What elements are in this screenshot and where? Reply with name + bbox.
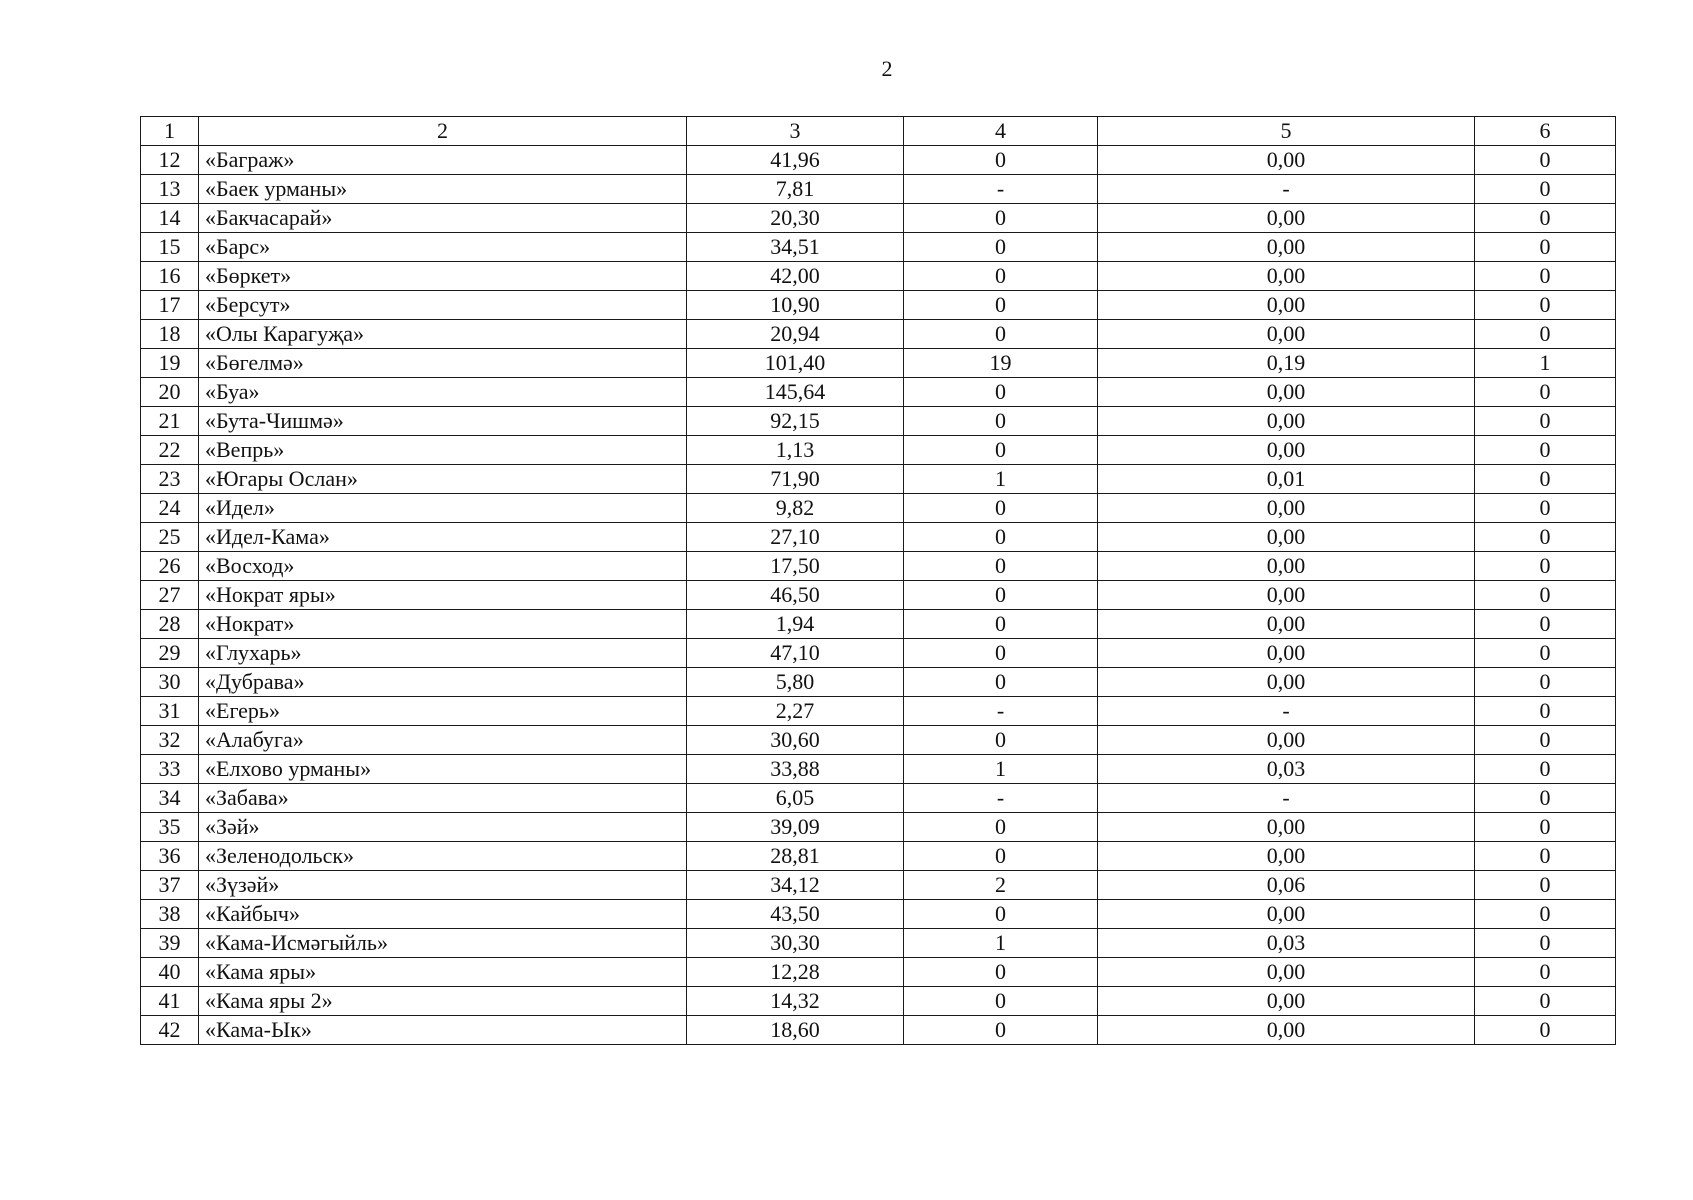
category-value: 0 xyxy=(1475,697,1616,726)
reserve-name: «Бөркет» xyxy=(199,262,687,291)
area-value: 27,10 xyxy=(687,523,904,552)
row-number: 12 xyxy=(141,146,199,175)
density-value: 0,00 xyxy=(1098,987,1475,1016)
table-row xyxy=(141,929,1616,958)
reserve-name: «Олы Карагуҗа» xyxy=(199,320,687,349)
column-header: 2 xyxy=(199,117,687,146)
reserve-name: «Барс» xyxy=(199,233,687,262)
area-value: 9,82 xyxy=(687,494,904,523)
category-value: 0 xyxy=(1475,639,1616,668)
row-number: 16 xyxy=(141,262,199,291)
reserve-name: «Кама-Исмәгыйль» xyxy=(199,929,687,958)
reserve-name: «Бута-Чишмә» xyxy=(199,407,687,436)
count-value: - xyxy=(904,697,1098,726)
category-value: 0 xyxy=(1475,668,1616,697)
count-value: 19 xyxy=(904,349,1098,378)
density-value: 0,00 xyxy=(1098,320,1475,349)
count-value: 0 xyxy=(904,436,1098,465)
area-value: 34,12 xyxy=(687,871,904,900)
column-header: 6 xyxy=(1475,117,1616,146)
table-row xyxy=(141,291,1616,320)
count-value: 0 xyxy=(904,639,1098,668)
count-value: 0 xyxy=(904,494,1098,523)
density-value: 0,19 xyxy=(1098,349,1475,378)
table-row xyxy=(141,349,1616,378)
row-number: 15 xyxy=(141,233,199,262)
density-value: - xyxy=(1098,784,1475,813)
table-row xyxy=(141,407,1616,436)
reserve-name: «Бакчасарай» xyxy=(199,204,687,233)
density-value: 0,00 xyxy=(1098,523,1475,552)
row-number: 27 xyxy=(141,581,199,610)
density-value: 0,00 xyxy=(1098,610,1475,639)
reserve-name: «Забава» xyxy=(199,784,687,813)
row-number: 36 xyxy=(141,842,199,871)
category-value: 0 xyxy=(1475,204,1616,233)
category-value: 0 xyxy=(1475,1016,1616,1045)
row-number: 29 xyxy=(141,639,199,668)
reserve-name: «Кама яры» xyxy=(199,958,687,987)
table-row xyxy=(141,639,1616,668)
area-value: 17,50 xyxy=(687,552,904,581)
data-table xyxy=(140,116,1616,1045)
area-value: 20,30 xyxy=(687,204,904,233)
reserve-name: «Вепрь» xyxy=(199,436,687,465)
table-row xyxy=(141,204,1616,233)
row-number: 13 xyxy=(141,175,199,204)
density-value: 0,00 xyxy=(1098,1016,1475,1045)
table-row xyxy=(141,175,1616,204)
row-number: 18 xyxy=(141,320,199,349)
density-value: 0,00 xyxy=(1098,639,1475,668)
density-value: 0,00 xyxy=(1098,900,1475,929)
row-number: 28 xyxy=(141,610,199,639)
category-value: 0 xyxy=(1475,146,1616,175)
category-value: 0 xyxy=(1475,987,1616,1016)
count-value: 0 xyxy=(904,233,1098,262)
table-row xyxy=(141,697,1616,726)
row-number: 38 xyxy=(141,900,199,929)
table-row xyxy=(141,320,1616,349)
area-value: 12,28 xyxy=(687,958,904,987)
reserve-name: «Кама яры 2» xyxy=(199,987,687,1016)
table-row xyxy=(141,552,1616,581)
reserve-name: «Нократ» xyxy=(199,610,687,639)
density-value: 0,00 xyxy=(1098,204,1475,233)
row-number: 41 xyxy=(141,987,199,1016)
density-value: 0,00 xyxy=(1098,291,1475,320)
density-value: 0,00 xyxy=(1098,407,1475,436)
count-value: - xyxy=(904,175,1098,204)
row-number: 20 xyxy=(141,378,199,407)
density-value: - xyxy=(1098,697,1475,726)
count-value: 0 xyxy=(904,813,1098,842)
count-value: 0 xyxy=(904,262,1098,291)
area-value: 71,90 xyxy=(687,465,904,494)
reserve-name: «Югары Ослан» xyxy=(199,465,687,494)
count-value: 0 xyxy=(904,900,1098,929)
table-row xyxy=(141,900,1616,929)
area-value: 5,80 xyxy=(687,668,904,697)
reserve-name: «Елхово урманы» xyxy=(199,755,687,784)
category-value: 0 xyxy=(1475,784,1616,813)
area-value: 18,60 xyxy=(687,1016,904,1045)
reserve-name: «Дубрава» xyxy=(199,668,687,697)
row-number: 35 xyxy=(141,813,199,842)
row-number: 42 xyxy=(141,1016,199,1045)
column-header: 4 xyxy=(904,117,1098,146)
density-value: 0,00 xyxy=(1098,146,1475,175)
count-value: - xyxy=(904,784,1098,813)
area-value: 30,60 xyxy=(687,726,904,755)
area-value: 2,27 xyxy=(687,697,904,726)
count-value: 0 xyxy=(904,610,1098,639)
row-number: 26 xyxy=(141,552,199,581)
row-number: 39 xyxy=(141,929,199,958)
category-value: 0 xyxy=(1475,958,1616,987)
table-row xyxy=(141,784,1616,813)
area-value: 41,96 xyxy=(687,146,904,175)
area-value: 92,15 xyxy=(687,407,904,436)
category-value: 0 xyxy=(1475,378,1616,407)
table-row xyxy=(141,262,1616,291)
category-value: 0 xyxy=(1475,900,1616,929)
count-value: 2 xyxy=(904,871,1098,900)
count-value: 0 xyxy=(904,668,1098,697)
page-number: 2 xyxy=(881,56,893,81)
category-value: 0 xyxy=(1475,320,1616,349)
area-value: 34,51 xyxy=(687,233,904,262)
table-row xyxy=(141,233,1616,262)
category-value: 0 xyxy=(1475,755,1616,784)
count-value: 0 xyxy=(904,523,1098,552)
density-value: 0,06 xyxy=(1098,871,1475,900)
row-number: 23 xyxy=(141,465,199,494)
row-number: 32 xyxy=(141,726,199,755)
density-value: 0,00 xyxy=(1098,262,1475,291)
density-value: 0,00 xyxy=(1098,552,1475,581)
category-value: 0 xyxy=(1475,813,1616,842)
table-row xyxy=(141,987,1616,1016)
area-value: 47,10 xyxy=(687,639,904,668)
density-value: 0,00 xyxy=(1098,958,1475,987)
category-value: 0 xyxy=(1475,726,1616,755)
table-row xyxy=(141,813,1616,842)
count-value: 0 xyxy=(904,320,1098,349)
area-value: 10,90 xyxy=(687,291,904,320)
count-value: 1 xyxy=(904,929,1098,958)
area-value: 7,81 xyxy=(687,175,904,204)
count-value: 0 xyxy=(904,726,1098,755)
area-value: 1,13 xyxy=(687,436,904,465)
reserve-name: «Алабуга» xyxy=(199,726,687,755)
area-value: 1,94 xyxy=(687,610,904,639)
table-row xyxy=(141,958,1616,987)
reserve-name: «Егерь» xyxy=(199,697,687,726)
count-value: 0 xyxy=(904,987,1098,1016)
row-number: 40 xyxy=(141,958,199,987)
density-value: 0,00 xyxy=(1098,726,1475,755)
area-value: 101,40 xyxy=(687,349,904,378)
row-number: 37 xyxy=(141,871,199,900)
reserve-name: «Восход» xyxy=(199,552,687,581)
header-row xyxy=(141,117,1616,146)
area-value: 33,88 xyxy=(687,755,904,784)
table-row xyxy=(141,668,1616,697)
density-value: 0,00 xyxy=(1098,813,1475,842)
row-number: 19 xyxy=(141,349,199,378)
count-value: 0 xyxy=(904,581,1098,610)
category-value: 1 xyxy=(1475,349,1616,378)
table-row xyxy=(141,726,1616,755)
table-row xyxy=(141,581,1616,610)
count-value: 0 xyxy=(904,204,1098,233)
category-value: 0 xyxy=(1475,262,1616,291)
category-value: 0 xyxy=(1475,494,1616,523)
column-header: 5 xyxy=(1098,117,1475,146)
count-value: 1 xyxy=(904,465,1098,494)
density-value: 0,00 xyxy=(1098,581,1475,610)
table-row xyxy=(141,610,1616,639)
category-value: 0 xyxy=(1475,233,1616,262)
density-value: 0,00 xyxy=(1098,842,1475,871)
row-number: 33 xyxy=(141,755,199,784)
reserve-name: «Кама-Ык» xyxy=(199,1016,687,1045)
area-value: 28,81 xyxy=(687,842,904,871)
count-value: 0 xyxy=(904,552,1098,581)
density-value: 0,00 xyxy=(1098,233,1475,262)
table-row xyxy=(141,755,1616,784)
category-value: 0 xyxy=(1475,175,1616,204)
area-value: 14,32 xyxy=(687,987,904,1016)
area-value: 30,30 xyxy=(687,929,904,958)
reserve-name: «Баграж» xyxy=(199,146,687,175)
category-value: 0 xyxy=(1475,552,1616,581)
area-value: 46,50 xyxy=(687,581,904,610)
density-value: 0,00 xyxy=(1098,494,1475,523)
category-value: 0 xyxy=(1475,465,1616,494)
table-row xyxy=(141,523,1616,552)
row-number: 21 xyxy=(141,407,199,436)
reserve-name: «Баек урманы» xyxy=(199,175,687,204)
density-value: 0,03 xyxy=(1098,929,1475,958)
category-value: 0 xyxy=(1475,610,1616,639)
category-value: 0 xyxy=(1475,581,1616,610)
area-value: 43,50 xyxy=(687,900,904,929)
reserve-name: «Зүзәй» xyxy=(199,871,687,900)
category-value: 0 xyxy=(1475,436,1616,465)
table-row xyxy=(141,494,1616,523)
row-number: 25 xyxy=(141,523,199,552)
table-row xyxy=(141,1016,1616,1045)
reserve-name: «Нократ яры» xyxy=(199,581,687,610)
density-value: 0,00 xyxy=(1098,436,1475,465)
table-row xyxy=(141,146,1616,175)
count-value: 0 xyxy=(904,1016,1098,1045)
table-row xyxy=(141,378,1616,407)
reserve-name: «Идел-Кама» xyxy=(199,523,687,552)
table-row xyxy=(141,436,1616,465)
count-value: 1 xyxy=(904,755,1098,784)
count-value: 0 xyxy=(904,378,1098,407)
row-number: 34 xyxy=(141,784,199,813)
category-value: 0 xyxy=(1475,871,1616,900)
area-value: 42,00 xyxy=(687,262,904,291)
reserve-name: «Глухарь» xyxy=(199,639,687,668)
reserve-name: «Кайбыч» xyxy=(199,900,687,929)
area-value: 145,64 xyxy=(687,378,904,407)
table-row xyxy=(141,871,1616,900)
density-value: - xyxy=(1098,175,1475,204)
column-header: 1 xyxy=(141,117,199,146)
category-value: 0 xyxy=(1475,407,1616,436)
density-value: 0,00 xyxy=(1098,378,1475,407)
row-number: 24 xyxy=(141,494,199,523)
category-value: 0 xyxy=(1475,929,1616,958)
count-value: 0 xyxy=(904,958,1098,987)
reserve-name: «Бөгелмә» xyxy=(199,349,687,378)
row-number: 14 xyxy=(141,204,199,233)
count-value: 0 xyxy=(904,407,1098,436)
table-body xyxy=(141,146,1616,1045)
reserve-name: «Буа» xyxy=(199,378,687,407)
count-value: 0 xyxy=(904,842,1098,871)
row-number: 31 xyxy=(141,697,199,726)
table-row xyxy=(141,465,1616,494)
category-value: 0 xyxy=(1475,842,1616,871)
reserve-name: «Берсут» xyxy=(199,291,687,320)
density-value: 0,01 xyxy=(1098,465,1475,494)
row-number: 30 xyxy=(141,668,199,697)
area-value: 6,05 xyxy=(687,784,904,813)
reserve-name: «Идел» xyxy=(199,494,687,523)
row-number: 22 xyxy=(141,436,199,465)
column-header: 3 xyxy=(687,117,904,146)
category-value: 0 xyxy=(1475,291,1616,320)
area-value: 39,09 xyxy=(687,813,904,842)
table-row xyxy=(141,842,1616,871)
count-value: 0 xyxy=(904,146,1098,175)
reserve-name: «Зәй» xyxy=(199,813,687,842)
reserve-name: «Зеленодольск» xyxy=(199,842,687,871)
count-value: 0 xyxy=(904,291,1098,320)
category-value: 0 xyxy=(1475,523,1616,552)
area-value: 20,94 xyxy=(687,320,904,349)
density-value: 0,03 xyxy=(1098,755,1475,784)
row-number: 17 xyxy=(141,291,199,320)
density-value: 0,00 xyxy=(1098,668,1475,697)
